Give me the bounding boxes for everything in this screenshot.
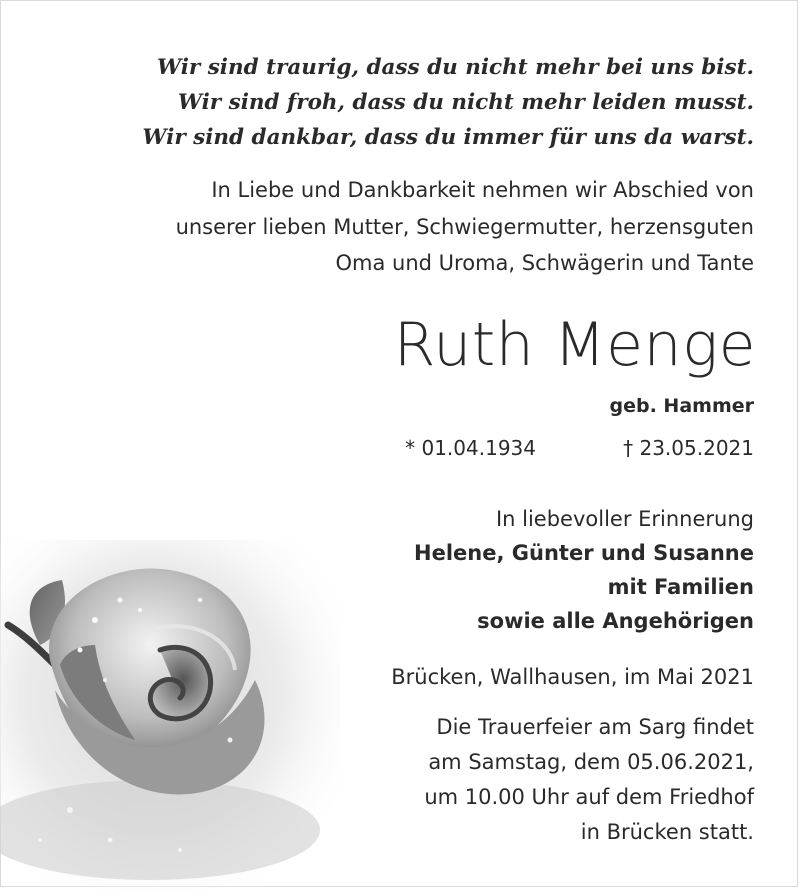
life-dates bbox=[354, 436, 754, 468]
opening-quote bbox=[142, 50, 754, 155]
mourner-line: Helene, Günter und Susanne bbox=[414, 541, 754, 565]
quote-line: Wir sind traurig, dass du nicht mehr bei uns bist. bbox=[156, 55, 754, 80]
farewell-intro bbox=[176, 172, 754, 282]
place-and-date: Brücken, Wallhausen, im Mai 2021 bbox=[391, 665, 754, 689]
ceremony-line: um 10.00 Uhr auf dem Friedhof bbox=[424, 785, 754, 809]
quote-line: Wir sind froh, dass du nicht mehr leiden musst. bbox=[177, 90, 754, 115]
mourner-line: sowie alle Angehörigen bbox=[477, 609, 754, 633]
mourner-line: mit Familien bbox=[607, 575, 754, 599]
ceremony-line: am Samstag, dem 05.06.2021, bbox=[428, 750, 754, 774]
intro-line: In Liebe und Dankbarkeit nehmen wir Abschied von bbox=[211, 178, 754, 202]
mourners-block bbox=[414, 502, 754, 638]
ceremony-line: Die Trauerfeier am Sarg findet bbox=[436, 715, 754, 739]
ceremony-line: in Brücken statt. bbox=[580, 820, 754, 844]
ceremony-notice bbox=[424, 710, 754, 850]
intro-line: Oma und Uroma, Schwägerin und Tante bbox=[335, 251, 754, 275]
memory-intro: In liebevoller Erinnerung bbox=[495, 507, 754, 531]
intro-line: unserer lieben Mutter, Schwiegermutter, herzensguten bbox=[175, 214, 754, 239]
deceased-name: Ruth Menge bbox=[393, 310, 756, 380]
maiden-name: geb. Hammer bbox=[609, 395, 754, 417]
rose-image bbox=[0, 540, 340, 889]
quote-line: Wir sind dankbar, dass du immer für uns da warst. bbox=[142, 125, 754, 150]
death-date: † 23.05.2021 bbox=[623, 436, 754, 460]
birth-date: * 01.04.1934 bbox=[405, 436, 536, 460]
